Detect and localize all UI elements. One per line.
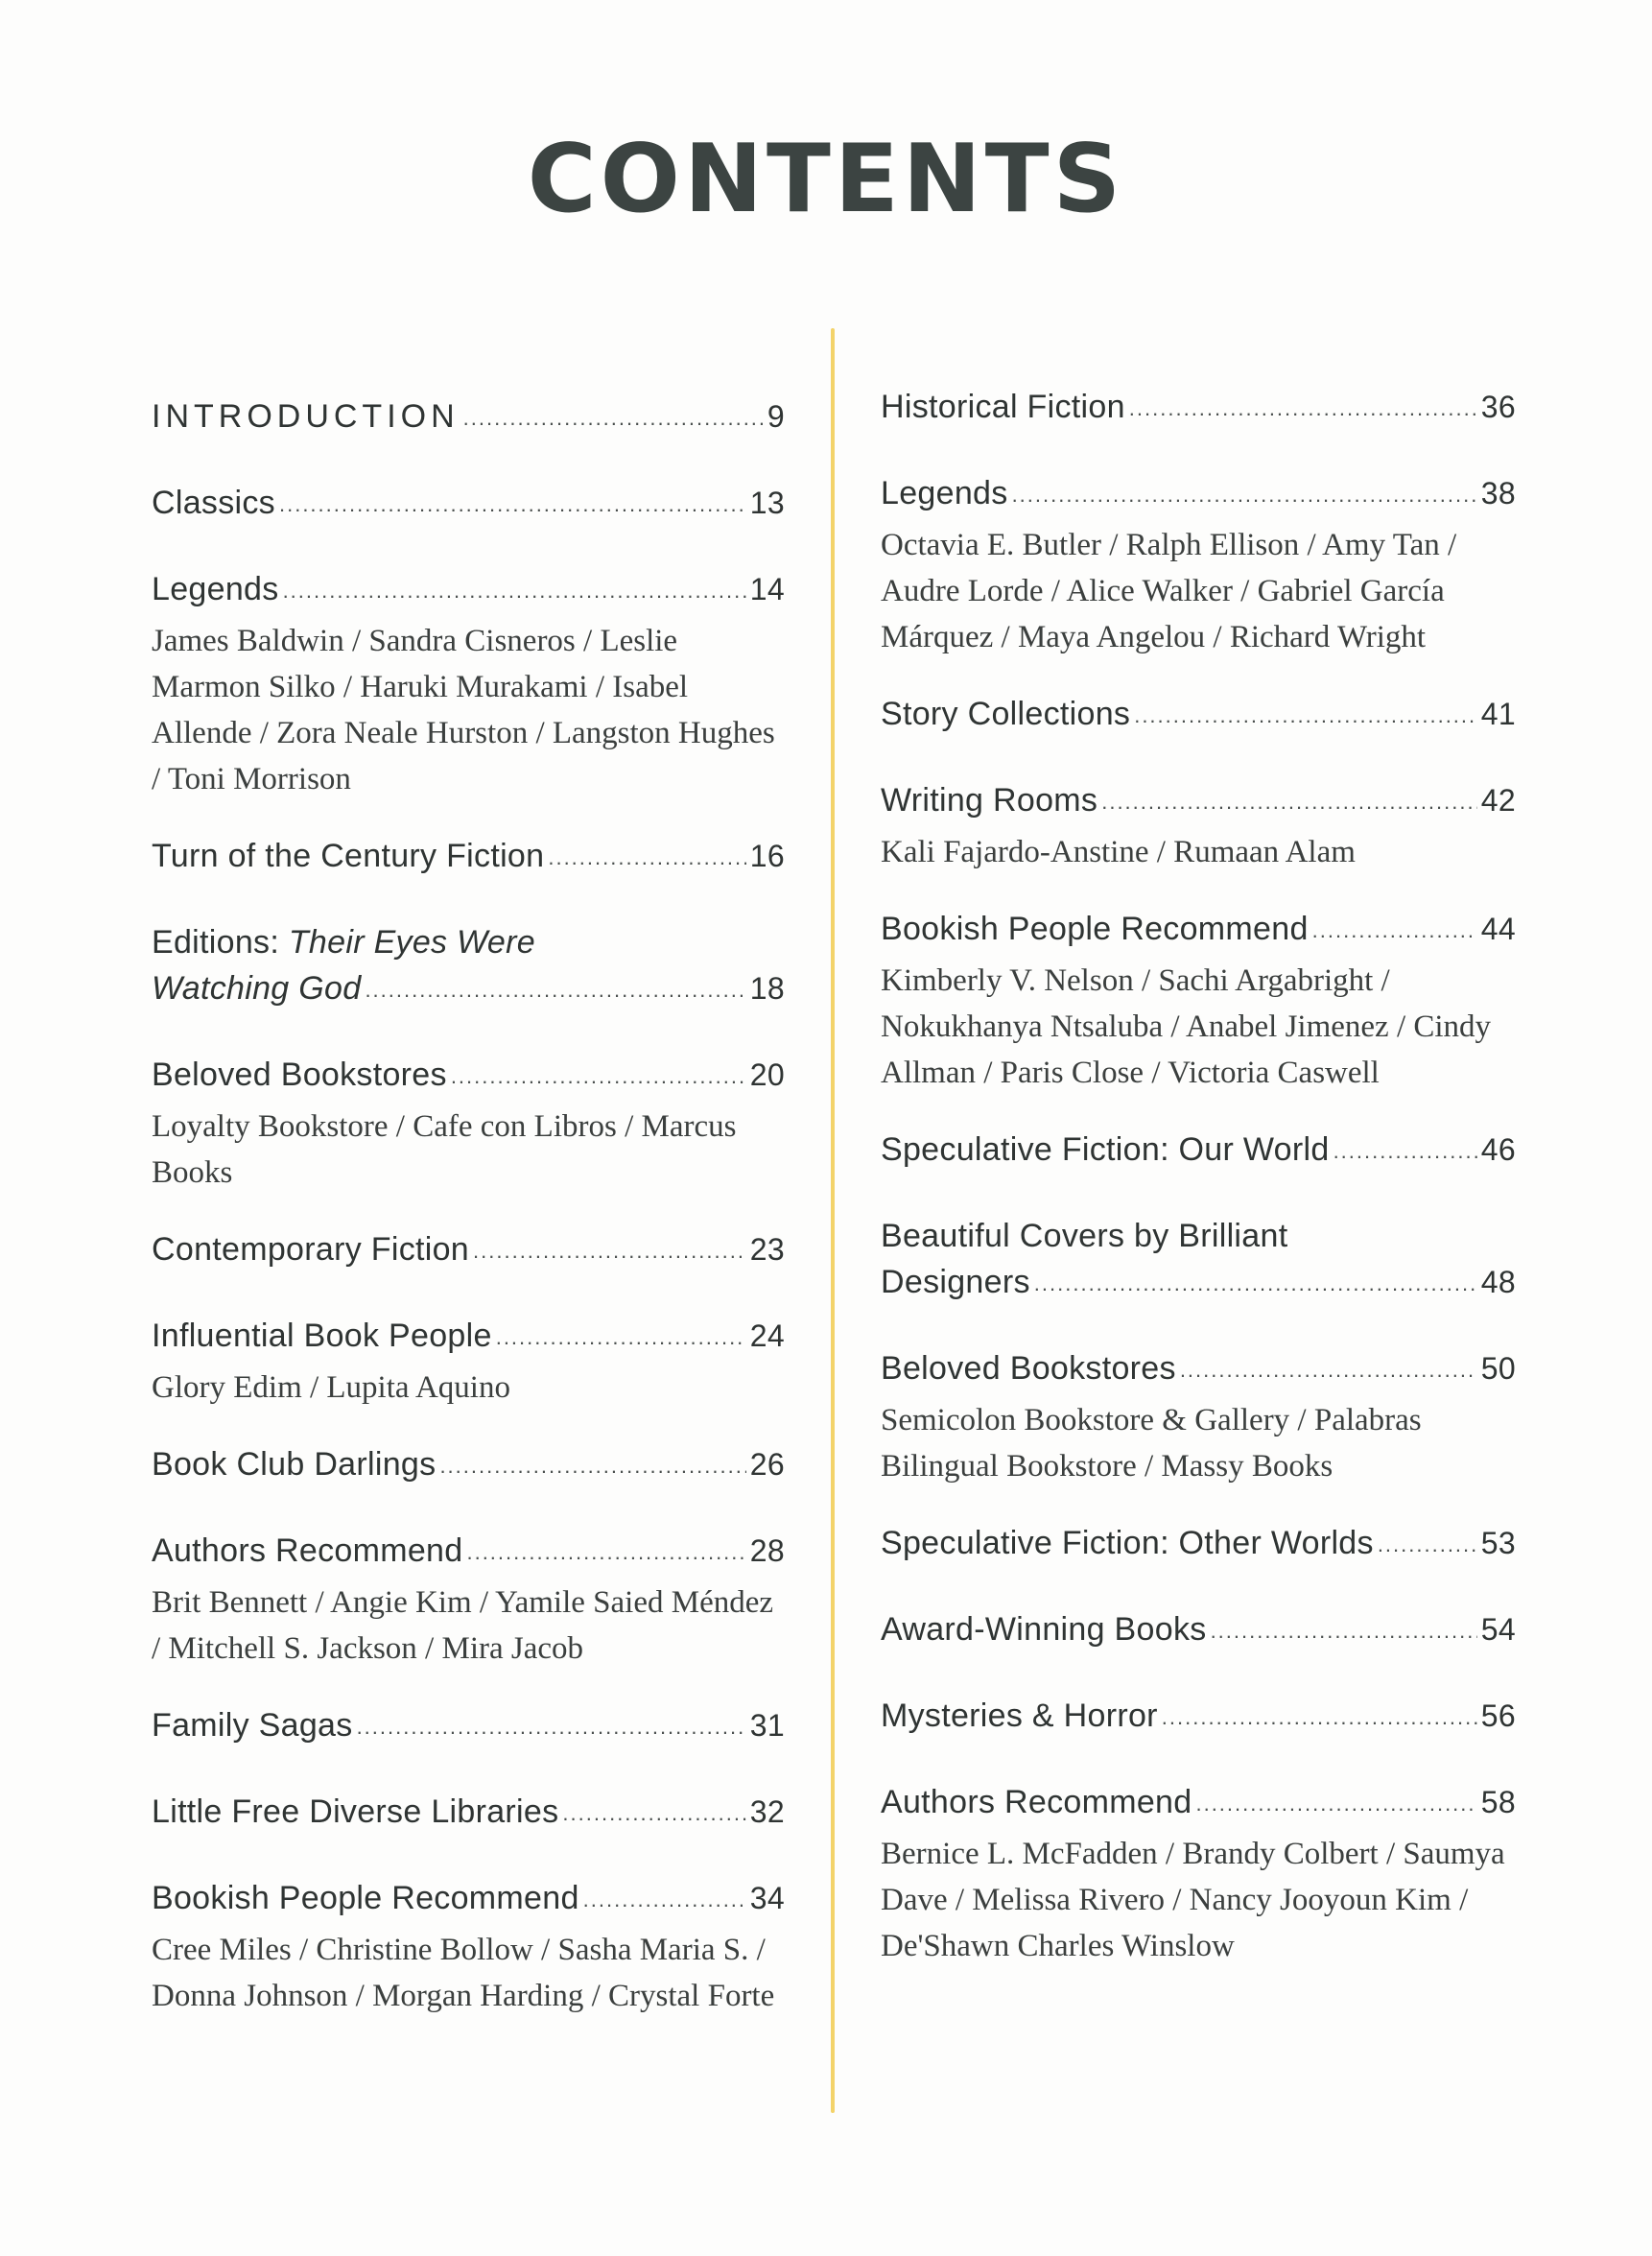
leader-dots	[1378, 1522, 1477, 1568]
toc-entry-names: Loyalty Bookstore / Cafe con Libros / Marcus Books	[152, 1109, 737, 1190]
toc-page-number: 41	[1480, 697, 1516, 731]
toc-entry-title: Classics	[152, 485, 275, 521]
toc-entry[interactable]	[152, 1789, 785, 1839]
leader-dots	[583, 1877, 746, 1923]
toc-entry-title: Beautiful Covers by Brilliant	[881, 1218, 1288, 1254]
toc-entry-title: Contemporary Fiction	[152, 1231, 470, 1268]
toc-entry-title: Mysteries & Horror	[881, 1698, 1158, 1734]
toc-entry-names: Bernice L. McFadden / Brandy Colbert / Saumya Dave / Melissa Rivero / Nancy Jooyoun Kim / De'Shawn Charles Winslow	[881, 1837, 1505, 1963]
toc-page-number: 14	[749, 572, 785, 606]
toc-entry[interactable]	[152, 1313, 785, 1411]
toc-page-number: 46	[1480, 1132, 1516, 1167]
toc-page-number: 9	[767, 399, 785, 434]
toc-entry-title: Award-Winning Books	[881, 1611, 1207, 1648]
leader-dots	[466, 1530, 745, 1576]
toc-page-number: 34	[749, 1881, 785, 1915]
toc-entry-title: Influential Book People	[152, 1318, 492, 1354]
toc-column-left	[152, 384, 785, 2019]
toc-page-number: 54	[1480, 1612, 1516, 1647]
toc-entry-title: Beloved Bookstores	[881, 1350, 1176, 1387]
toc-entry-title: Writing Rooms	[881, 782, 1098, 819]
toc-page-number: 36	[1480, 390, 1516, 424]
leader-dots	[451, 1054, 746, 1100]
leader-dots	[548, 835, 745, 881]
toc-page-number: 32	[749, 1794, 785, 1829]
toc-entry-title: Story Collections	[881, 696, 1131, 732]
toc-entry-title: Speculative Fiction: Other Worlds	[881, 1525, 1374, 1561]
toc-page-number: 58	[1480, 1785, 1516, 1819]
toc-page-number: 31	[749, 1708, 785, 1743]
toc-entry[interactable]	[152, 1528, 785, 1672]
toc-entry-names: James Baldwin / Sandra Cisneros / Leslie Marmon Silko / Haruki Murakami / Isabel Allende / Zora Neale Hurston / Langston Hughes / Toni Morrison	[152, 624, 775, 796]
toc-page-number: 20	[749, 1057, 785, 1092]
toc-page-number: 24	[749, 1318, 785, 1353]
page-title: CONTENTS	[527, 125, 1125, 234]
toc-entry[interactable]	[152, 1441, 785, 1491]
leader-dots	[1012, 472, 1477, 518]
toc-page-number: 44	[1480, 912, 1516, 946]
toc-entry-title: Family Sagas	[152, 1707, 353, 1744]
toc-entry-title: Authors Recommend	[881, 1784, 1192, 1820]
leader-dots	[1195, 1781, 1476, 1827]
toc-entry[interactable]	[881, 1345, 1516, 1489]
leader-dots	[1034, 1261, 1477, 1307]
toc-page-number: 50	[1480, 1351, 1516, 1386]
toc-entry[interactable]	[881, 1520, 1516, 1570]
toc-entry[interactable]	[881, 906, 1516, 1096]
toc-entry-title: Legends	[881, 475, 1008, 511]
toc-entry-title: Book Club Darlings	[152, 1446, 437, 1483]
toc-entry[interactable]	[152, 566, 785, 802]
toc-entry-names: Kali Fajardo-Anstine / Rumaan Alam	[881, 835, 1356, 869]
toc-entry-title: INTRODUCTION	[152, 398, 460, 435]
toc-entry-title: Authors Recommend	[152, 1532, 463, 1569]
toc-entry-title: Beloved Bookstores	[152, 1057, 447, 1093]
column-divider	[831, 328, 835, 2113]
toc-entry-title: Speculative Fiction: Our World	[881, 1131, 1330, 1168]
leader-dots	[562, 1791, 745, 1837]
toc-entry[interactable]	[881, 1606, 1516, 1656]
leader-dots	[365, 967, 745, 1013]
toc-entry-title-italic: Their Eyes Were	[288, 924, 535, 961]
toc-entry-title: Turn of the Century Fiction	[152, 838, 545, 874]
toc-entry[interactable]	[152, 1875, 785, 2019]
toc-entry[interactable]	[881, 691, 1516, 741]
toc-page-number: 56	[1480, 1698, 1516, 1733]
toc-page-number: 38	[1480, 476, 1516, 511]
toc-page-number: 53	[1480, 1526, 1516, 1560]
toc-entry-title: Designers	[881, 1264, 1030, 1300]
toc-entry[interactable]	[152, 919, 785, 1015]
toc-page-number: 42	[1480, 783, 1516, 818]
toc-entry-names: Octavia E. Butler / Ralph Ellison / Amy Tan / Audre Lorde / Alice Walker / Gabriel García Márquez / Maya Angelou / Richard Wright	[881, 528, 1457, 654]
leader-dots	[1134, 693, 1477, 739]
toc-entry[interactable]	[881, 384, 1516, 434]
leader-dots	[463, 395, 764, 441]
toc-page-number: 16	[749, 839, 785, 873]
toc-entry-title-italic: Watching God	[152, 970, 362, 1007]
toc-entry-title-prefix: Editions:	[152, 924, 289, 961]
toc-entry[interactable]	[152, 833, 785, 883]
toc-entry-title: Bookish People Recommend	[152, 1880, 579, 1916]
leader-dots	[283, 568, 746, 614]
toc-page-number: 28	[749, 1533, 785, 1568]
toc-entry[interactable]	[881, 1693, 1516, 1743]
toc-entry[interactable]	[881, 1779, 1516, 1969]
leader-dots	[473, 1228, 746, 1274]
toc-page-number: 18	[749, 971, 785, 1006]
leader-dots	[1312, 908, 1477, 954]
toc-entry-names: Cree Miles / Christine Bollow / Sasha Maria S. / Donna Johnson / Morgan Harding / Crystal Forte	[152, 1933, 775, 2013]
toc-entry[interactable]	[881, 470, 1516, 660]
leader-dots	[496, 1315, 746, 1361]
leader-dots	[357, 1704, 746, 1750]
leader-dots	[1101, 779, 1477, 825]
toc-page-number: 26	[749, 1447, 785, 1482]
toc-entry[interactable]	[881, 1127, 1516, 1176]
leader-dots	[1211, 1608, 1477, 1654]
leader-dots	[439, 1443, 745, 1489]
leader-dots	[1162, 1695, 1477, 1741]
toc-entry[interactable]	[881, 1213, 1516, 1309]
leader-dots	[279, 482, 746, 528]
toc-entry-names: Brit Bennett / Angie Kim / Yamile Saied Méndez / Mitchell S. Jackson / Mira Jacob	[152, 1585, 774, 1666]
toc-entry[interactable]	[152, 480, 785, 530]
leader-dots	[1333, 1128, 1477, 1175]
toc-entry-title: Historical Fiction	[881, 389, 1125, 425]
toc-entry-names: Kimberly V. Nelson / Sachi Argabright / Nokukhanya Ntsaluba / Anabel Jimenez / Cindy Allman / Paris Close / Victoria Caswell	[881, 963, 1492, 1090]
toc-entry[interactable]	[152, 393, 785, 443]
toc-entry-title: Little Free Diverse Libraries	[152, 1793, 559, 1830]
toc-entry-title: Legends	[152, 571, 279, 607]
toc-page-number: 13	[749, 486, 785, 520]
toc-entry[interactable]	[152, 1052, 785, 1196]
toc-entry-title: Bookish People Recommend	[881, 911, 1309, 947]
toc-entry-names: Glory Edim / Lupita Aquino	[152, 1370, 510, 1405]
toc-page-number: 23	[749, 1232, 785, 1267]
toc-entry[interactable]	[881, 777, 1516, 875]
toc-page-number: 48	[1480, 1265, 1516, 1299]
toc-entry-names: Semicolon Bookstore & Gallery / Palabras Bilingual Bookstore / Massy Books	[881, 1403, 1422, 1484]
toc-column-right	[881, 384, 1516, 1969]
leader-dots	[1129, 386, 1477, 432]
toc-entry[interactable]	[152, 1702, 785, 1752]
toc-entry[interactable]	[152, 1226, 785, 1276]
leader-dots	[1180, 1347, 1477, 1393]
